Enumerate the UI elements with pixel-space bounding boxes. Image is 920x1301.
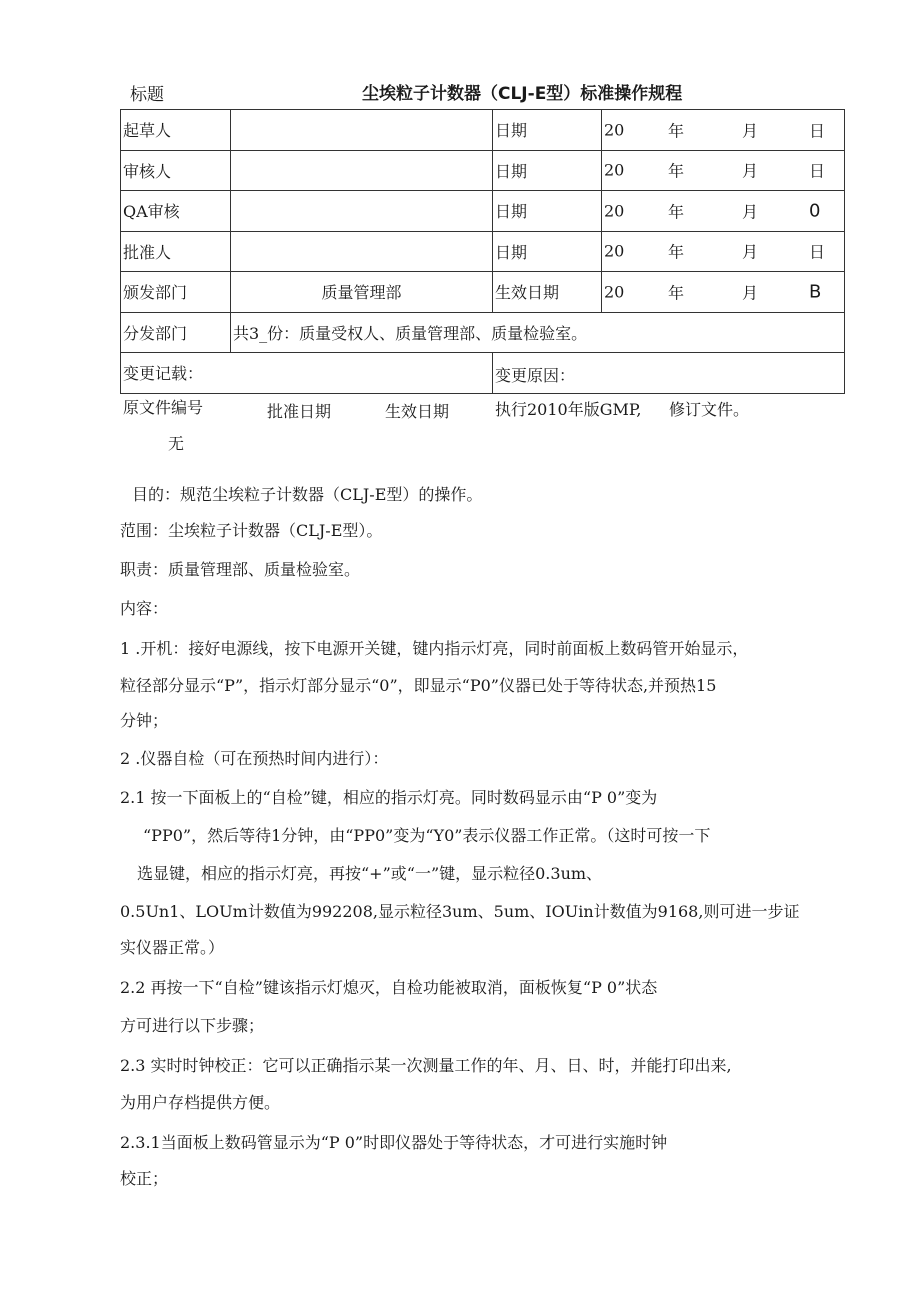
date-field [602,110,845,151]
content-line: 校正； [120,1169,169,1188]
date-year-prefix: 20 [604,201,625,221]
content-line: 分钟； [120,711,169,730]
content-line: 0.5Un1、LOUm计数值为992208,显示粒径3um、5um、IOUin计数值为9168,则可进一步证 [120,902,800,921]
date-year-unit: 年 [668,161,685,181]
content-line: 2.1 按一下面板上的“自检”键，相应的指示灯亮。同时数码显示由“P 0”变为 [120,788,658,807]
content-line: 2.3 实时时钟校正：它可以正确指示某一次测量工作的年、月、日、时，并能打印出来, [120,1056,732,1075]
approve-date-header: 批准日期 [267,402,332,421]
change-reason-cell [493,353,845,419]
content-line: 为用户存档提供方便。 [120,1093,281,1112]
date-day-unit: B [809,281,822,303]
content-line: 1 .开机：接好电源线，按下电源开关键，键内指示灯亮，同时前面板上数码管开始显示， [120,639,749,658]
date-year-prefix: 20 [604,160,625,180]
change-reason-label: 变更原因： [495,366,576,385]
date-year-prefix: 20 [604,241,625,261]
content-line: 实仪器正常。） [120,938,225,957]
row-value: 质量管理部 [231,272,493,313]
scope-line [120,523,382,539]
table-row [121,150,845,191]
approval-table [120,109,845,453]
effective-date-header: 生效日期 [385,402,450,421]
row-value [231,231,493,272]
purpose-line [132,487,482,503]
row-label: 起草人 [121,110,231,151]
purpose-text: 规范尘埃粒子计数器（CLJ-E型）的操作。 [180,485,483,504]
table-row [121,272,845,313]
content-line: 方可进行以下步骤； [120,1016,265,1035]
date-year-unit: 年 [668,242,685,262]
date-day-unit: 日 [809,161,826,181]
date-year-prefix: 20 [604,282,625,302]
row-value [231,150,493,191]
change-record-cell [121,353,493,453]
table-row [121,110,845,151]
table-row [121,191,845,232]
content-line: “PP0”，然后等待1分钟，由“PP0”变为“Y0”表示仪器工作正常。（这时可按一下 [143,826,711,845]
distribution-label: 分发部门 [121,312,231,353]
date-month-unit: 月 [742,121,759,141]
content-label: 内容： [120,599,169,618]
document-title: 尘埃粒子计数器（CLJ-E型）标准操作规程 [362,84,683,104]
table-row [121,312,845,353]
row-label: 颁发部门 [121,272,231,313]
title-label: 标题 [130,85,164,105]
duty-line [120,562,360,578]
scope-text: 尘埃粒子计数器（CLJ-E型）。 [168,521,383,540]
content-line: 选显键，相应的指示灯亮，再按“+”或“一”键，显示粒径0.3um、 [137,864,603,883]
original-doc-number-value: 无 [168,434,185,453]
date-day-unit: 日 [809,121,826,141]
date-day-unit: 0 [809,200,821,222]
date-label: 生效日期 [493,272,602,313]
row-value [231,110,493,151]
row-label: 批准人 [121,231,231,272]
date-label: 日期 [493,231,602,272]
change-record-label: 变更记载： [123,364,204,383]
distribution-value: 共3_份：质量受权人、质量管理部、质量检验室。 [231,312,845,353]
purpose-label: 目的： [132,485,181,504]
content-line: 粒径部分显示“P”，指示灯部分显示“0”，即显示“P0”仪器已处于等待状态,并预热15 [120,676,717,695]
date-month-unit: 月 [742,283,759,303]
date-field [602,150,845,191]
row-value [231,191,493,232]
date-year-unit: 年 [668,283,685,303]
row-label: 审核人 [121,150,231,191]
change-reason-text-2: 修订文件。 [669,400,750,419]
date-label: 日期 [493,150,602,191]
duty-text: 质量管理部、质量检验室。 [168,560,361,579]
change-reason-text: 执行2010年版GMP, [495,400,642,419]
date-field [602,191,845,232]
content-line: 2.3.1当面板上数码管显示为“P 0”时即仪器处于等待状态，才可进行实施时钟 [120,1133,668,1152]
table-row [121,353,845,394]
date-label: 日期 [493,110,602,151]
date-field [602,272,845,313]
scope-label: 范围： [120,521,169,540]
original-doc-number-header: 原文件编号 [123,398,204,417]
date-month-unit: 月 [742,242,759,262]
date-field [602,231,845,272]
date-month-unit: 月 [742,161,759,181]
date-year-unit: 年 [668,121,685,141]
date-day-unit: 日 [809,242,826,262]
content-line: 2 .仪器自检（可在预热时间内进行）： [120,749,389,768]
date-year-unit: 年 [668,202,685,222]
date-month-unit: 月 [742,202,759,222]
date-year-prefix: 20 [604,120,625,140]
duty-label: 职责： [120,560,169,579]
row-label: QA审核 [121,191,231,232]
content-line: 2.2 再按一下“自检”键该指示灯熄灭，自检功能被取消，面板恢复“P 0”状态 [120,978,658,997]
table-row [121,231,845,272]
date-label: 日期 [493,191,602,232]
